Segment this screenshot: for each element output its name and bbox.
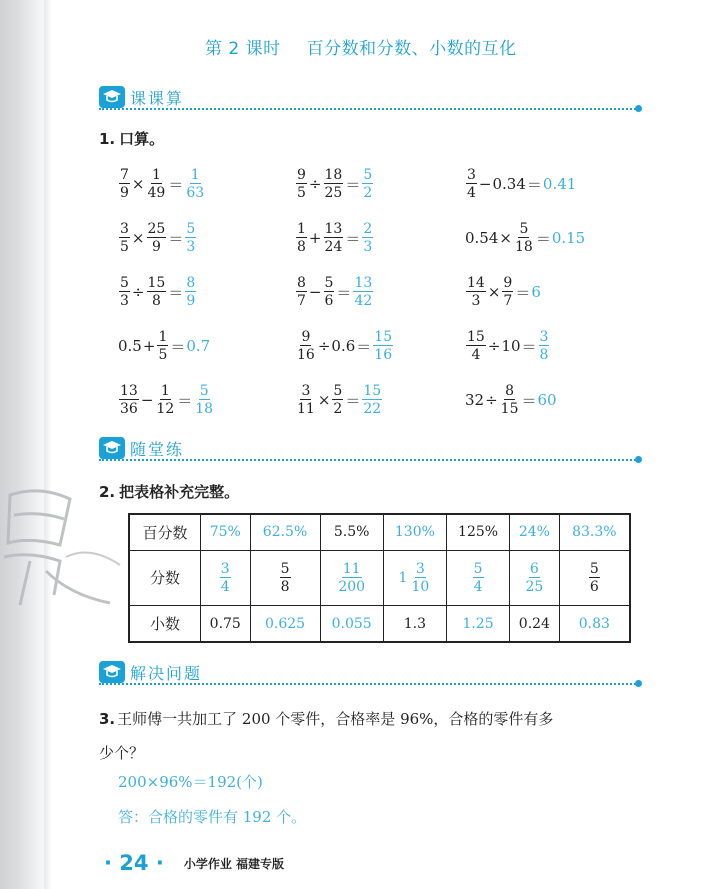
answer-value bbox=[353, 276, 373, 308]
denominator: 8 bbox=[280, 579, 290, 596]
calc-problem bbox=[295, 270, 374, 314]
solution-answer: 答：合格的零件有 192 个。 bbox=[118, 808, 307, 826]
numerator: 5 bbox=[333, 383, 343, 399]
denominator: 36 bbox=[120, 401, 138, 417]
operand-b bbox=[324, 222, 344, 254]
denominator: 49 bbox=[147, 185, 166, 201]
operand-b: 0.6 bbox=[331, 337, 356, 355]
answer-value: 60 bbox=[537, 391, 557, 409]
table-cell bbox=[559, 550, 630, 605]
answer-value bbox=[373, 330, 393, 362]
calc-problem bbox=[465, 270, 541, 314]
rule-end-dot bbox=[635, 105, 642, 112]
numerator: 1 bbox=[160, 383, 170, 399]
operator: + bbox=[308, 229, 322, 247]
denominator: 2 bbox=[333, 401, 343, 417]
numerator: 5 bbox=[473, 561, 483, 578]
answer bbox=[361, 168, 374, 200]
rule-end-dot bbox=[635, 680, 642, 687]
fraction bbox=[280, 562, 291, 594]
calc-problem bbox=[465, 378, 557, 422]
denominator: 10 bbox=[411, 578, 430, 595]
answer-value bbox=[185, 276, 196, 308]
denominator: 5 bbox=[120, 239, 129, 255]
numerator: 5 bbox=[363, 167, 373, 183]
equals-sign: ＝ bbox=[356, 337, 372, 356]
operand-b bbox=[500, 384, 520, 416]
answer bbox=[531, 283, 541, 301]
denominator: 22 bbox=[363, 401, 382, 417]
section-header-kekesuan bbox=[99, 86, 642, 110]
answer bbox=[361, 222, 374, 254]
calc-problem bbox=[295, 378, 383, 422]
numerator: 15 bbox=[374, 329, 393, 345]
numerator: 7 bbox=[120, 167, 129, 183]
answer bbox=[538, 330, 551, 362]
answer-value bbox=[185, 168, 205, 200]
page-number: · 24 · bbox=[104, 851, 164, 875]
table-cell: 0.83 bbox=[559, 606, 630, 642]
operand-b: 10 bbox=[501, 337, 521, 355]
operand-a bbox=[296, 168, 307, 200]
denominator: 7 bbox=[297, 293, 306, 309]
equals-sign: ＝ bbox=[168, 283, 184, 302]
answer bbox=[538, 391, 557, 409]
table-cell: 1.25 bbox=[446, 606, 509, 642]
conversion-table bbox=[128, 513, 631, 643]
answer-value bbox=[362, 222, 373, 254]
denominator: 8 bbox=[539, 347, 549, 363]
page-footer bbox=[104, 851, 284, 875]
numerator: 15 bbox=[363, 383, 382, 399]
numerator: 13 bbox=[120, 383, 138, 399]
operator: × bbox=[131, 175, 145, 193]
operator: ÷ bbox=[308, 175, 322, 193]
numerator: 9 bbox=[301, 329, 311, 345]
equals-sign: ＝ bbox=[535, 229, 551, 248]
table-cell: 24% bbox=[510, 514, 560, 550]
operand-a: 32 bbox=[465, 391, 485, 409]
answer bbox=[352, 276, 374, 308]
operand-b bbox=[324, 168, 344, 200]
operator: × bbox=[499, 229, 512, 247]
calc-problem bbox=[295, 216, 374, 260]
calc-problem bbox=[118, 216, 197, 260]
numerator: 18 bbox=[324, 167, 343, 183]
numerator: 8 bbox=[186, 275, 196, 291]
operator: − bbox=[140, 391, 154, 409]
numerator: 11 bbox=[342, 561, 361, 578]
calc-problem bbox=[465, 162, 576, 206]
numerator: 15 bbox=[147, 275, 166, 291]
section-label: 随堂练 bbox=[130, 440, 185, 459]
question-number: 2. bbox=[99, 483, 116, 501]
question-number: 1. bbox=[99, 130, 116, 148]
table-cell bbox=[510, 550, 560, 605]
section-label: 解决问题 bbox=[130, 664, 203, 683]
graduation-cap-icon bbox=[99, 661, 125, 683]
section-label: 课课算 bbox=[130, 89, 185, 108]
operand-b: 0.34 bbox=[492, 175, 526, 193]
table-cell: 83.3% bbox=[559, 514, 630, 550]
numerator: 5 bbox=[324, 275, 334, 291]
operator: − bbox=[478, 175, 492, 193]
section-header-suitanglian bbox=[99, 437, 642, 461]
graduation-cap-icon bbox=[99, 437, 125, 459]
table-row-percent bbox=[129, 514, 630, 550]
book-title: 小学作业 福建专版 bbox=[183, 856, 284, 871]
operand-b bbox=[324, 276, 335, 308]
answer bbox=[193, 384, 215, 416]
fraction bbox=[473, 562, 484, 594]
answer-value bbox=[539, 330, 550, 362]
denominator: 5 bbox=[297, 185, 306, 201]
numerator: 1 bbox=[190, 167, 200, 183]
denominator: 7 bbox=[503, 293, 513, 309]
fraction-value bbox=[279, 562, 292, 594]
table-cell: 0.625 bbox=[250, 606, 320, 642]
calc-problem bbox=[118, 378, 215, 422]
denominator: 12 bbox=[156, 401, 175, 417]
operand-a bbox=[119, 384, 139, 416]
table-cell: 1.3 bbox=[383, 606, 446, 642]
answer-value: 0.15 bbox=[551, 229, 586, 247]
numerator: 13 bbox=[324, 221, 343, 237]
operand-b bbox=[155, 384, 175, 416]
numerator: 5 bbox=[519, 221, 529, 237]
operand-a bbox=[466, 276, 486, 308]
dotted-rule bbox=[99, 459, 636, 461]
dotted-rule bbox=[99, 683, 636, 685]
table-cell: 5.5% bbox=[320, 514, 383, 550]
operator: + bbox=[142, 337, 156, 355]
operand-b bbox=[147, 222, 167, 254]
equals-sign: ＝ bbox=[521, 337, 537, 356]
numerator: 9 bbox=[297, 167, 306, 183]
denominator: 8 bbox=[297, 239, 306, 255]
numerator: 3 bbox=[120, 221, 129, 237]
denominator: 25 bbox=[324, 185, 343, 201]
answer bbox=[186, 337, 210, 355]
numerator: 2 bbox=[363, 221, 373, 237]
operator: ÷ bbox=[317, 337, 331, 355]
numerator: 5 bbox=[589, 561, 599, 578]
question-text: 口算。 bbox=[119, 130, 165, 148]
operator: ÷ bbox=[485, 391, 498, 409]
denominator: 24 bbox=[324, 239, 343, 255]
fraction-value bbox=[523, 562, 545, 594]
fraction bbox=[410, 562, 430, 594]
whole-part: 1 bbox=[398, 569, 408, 586]
fraction-value bbox=[336, 562, 367, 594]
graduation-cap-icon bbox=[99, 86, 125, 108]
numerator: 8 bbox=[505, 383, 515, 399]
denominator: 8 bbox=[151, 293, 161, 309]
question-2 bbox=[99, 481, 239, 502]
calc-problem bbox=[118, 162, 206, 206]
operator: × bbox=[131, 229, 145, 247]
table-cell: 75% bbox=[201, 514, 251, 550]
equals-sign: ＝ bbox=[521, 391, 537, 410]
fraction-value bbox=[219, 562, 232, 594]
answer bbox=[184, 276, 197, 308]
equals-sign: ＝ bbox=[168, 229, 184, 248]
question-1 bbox=[99, 128, 164, 149]
lesson-number: 第 2 课时 bbox=[205, 39, 281, 59]
table-cell bbox=[250, 550, 320, 605]
numerator: 5 bbox=[186, 221, 196, 237]
answer-value: 0.7 bbox=[186, 337, 211, 355]
table-cell: 125% bbox=[446, 514, 509, 550]
solution-work: 200×96%＝192(个) bbox=[118, 773, 263, 791]
numerator: 6 bbox=[529, 561, 539, 578]
numerator: 3 bbox=[301, 383, 311, 399]
table-cell: 0.24 bbox=[510, 606, 560, 642]
numerator: 14 bbox=[467, 275, 485, 291]
operand-a: 0.54 bbox=[465, 229, 499, 247]
operand-a bbox=[119, 168, 130, 200]
operand-a bbox=[466, 330, 486, 362]
operand-a bbox=[296, 330, 316, 362]
answer bbox=[184, 222, 197, 254]
page-gutter-shadow bbox=[0, 0, 44, 889]
table-cell: 130% bbox=[383, 514, 446, 550]
rule-end-dot bbox=[635, 456, 642, 463]
numerator: 9 bbox=[503, 275, 513, 291]
fraction-value bbox=[588, 562, 601, 594]
calc-problem bbox=[465, 216, 585, 260]
equals-sign: ＝ bbox=[526, 175, 542, 194]
lesson-topic: 百分数和分数、小数的互化 bbox=[306, 39, 517, 59]
numerator: 1 bbox=[297, 221, 306, 237]
denominator: 3 bbox=[120, 293, 129, 309]
fraction bbox=[337, 562, 366, 594]
operand-a bbox=[119, 222, 130, 254]
table-cell bbox=[383, 550, 446, 605]
operand-a bbox=[296, 222, 307, 254]
table-row-decimal bbox=[129, 606, 630, 642]
answer bbox=[543, 175, 576, 193]
equals-sign: ＝ bbox=[168, 175, 184, 194]
operand-b bbox=[147, 276, 167, 308]
numerator: 3 bbox=[539, 329, 549, 345]
denominator: 42 bbox=[354, 293, 373, 309]
dotted-rule bbox=[99, 108, 636, 110]
denominator: 6 bbox=[589, 579, 599, 596]
fraction bbox=[220, 562, 231, 594]
section-header-jiejuewenti bbox=[99, 661, 642, 685]
denominator: 63 bbox=[186, 185, 205, 201]
denominator: 200 bbox=[338, 579, 366, 596]
answer bbox=[184, 168, 206, 200]
equals-sign: ＝ bbox=[345, 391, 361, 410]
table-cell: 62.5% bbox=[250, 514, 320, 550]
denominator: 4 bbox=[467, 185, 476, 201]
numerator: 1 bbox=[151, 167, 161, 183]
row-header: 分数 bbox=[129, 550, 201, 605]
denominator: 5 bbox=[158, 347, 168, 363]
denominator: 6 bbox=[324, 293, 334, 309]
operand-a bbox=[119, 276, 130, 308]
numerator: 5 bbox=[199, 383, 209, 399]
calc-problem bbox=[295, 324, 394, 368]
table-cell bbox=[446, 550, 509, 605]
lesson-title bbox=[205, 34, 517, 59]
operator: × bbox=[487, 283, 501, 301]
equals-sign: ＝ bbox=[345, 229, 361, 248]
table-row-fraction bbox=[129, 550, 630, 605]
denominator: 11 bbox=[297, 401, 315, 417]
operator: × bbox=[317, 391, 331, 409]
denominator: 3 bbox=[186, 239, 196, 255]
calc-problem bbox=[118, 324, 210, 368]
equals-sign: ＝ bbox=[336, 283, 352, 302]
answer bbox=[372, 330, 394, 362]
numerator: 5 bbox=[280, 561, 290, 578]
numerator: 5 bbox=[120, 275, 129, 291]
operand-b bbox=[514, 222, 534, 254]
denominator: 18 bbox=[514, 239, 533, 255]
denominator: 4 bbox=[471, 347, 481, 363]
page-gutter-edge bbox=[44, 0, 52, 889]
operand-a: 0.5 bbox=[118, 337, 142, 355]
denominator: 4 bbox=[220, 579, 230, 596]
operand-b bbox=[157, 330, 168, 362]
numerator: 8 bbox=[297, 275, 306, 291]
denominator: 16 bbox=[374, 347, 393, 363]
calc-problem bbox=[295, 162, 374, 206]
denominator: 15 bbox=[500, 401, 519, 417]
numerator: 3 bbox=[220, 561, 230, 578]
operand-b bbox=[332, 384, 343, 416]
operand-a bbox=[296, 276, 307, 308]
table-cell: 0.055 bbox=[320, 606, 383, 642]
numerator: 25 bbox=[147, 221, 166, 237]
denominator: 3 bbox=[363, 239, 373, 255]
numerator: 1 bbox=[158, 329, 168, 345]
denominator: 9 bbox=[151, 239, 161, 255]
equals-sign: ＝ bbox=[170, 337, 186, 356]
operand-a bbox=[466, 168, 477, 200]
operator: ÷ bbox=[131, 283, 145, 301]
row-header: 百分数 bbox=[129, 514, 201, 550]
denominator: 18 bbox=[195, 401, 214, 417]
fraction bbox=[524, 562, 544, 594]
numerator: 3 bbox=[415, 560, 425, 577]
answer-value bbox=[362, 168, 373, 200]
operator: ÷ bbox=[487, 337, 501, 355]
table-cell: 0.75 bbox=[201, 606, 251, 642]
equals-sign: ＝ bbox=[177, 391, 193, 410]
table-cell bbox=[201, 550, 251, 605]
fraction-value bbox=[472, 562, 485, 594]
denominator: 25 bbox=[525, 579, 544, 596]
denominator: 9 bbox=[186, 293, 196, 309]
operator: − bbox=[308, 283, 322, 301]
answer bbox=[361, 384, 383, 416]
denominator: 4 bbox=[473, 579, 483, 596]
fraction-value bbox=[399, 562, 432, 594]
operand-b bbox=[502, 276, 513, 308]
answer-value: 6 bbox=[531, 283, 541, 301]
table-cell bbox=[320, 550, 383, 605]
operand-b bbox=[147, 168, 167, 200]
operand-a bbox=[296, 384, 316, 416]
calc-problem bbox=[118, 270, 197, 314]
calc-problem bbox=[465, 324, 550, 368]
numerator: 3 bbox=[467, 167, 476, 183]
equals-sign: ＝ bbox=[515, 283, 531, 302]
question-3 bbox=[99, 702, 659, 770]
denominator: 9 bbox=[120, 185, 129, 201]
numerator: 13 bbox=[354, 275, 373, 291]
question-text-line1: 王师傅一共加工了 200 个零件，合格率是 96%，合格的零件有多 bbox=[117, 710, 554, 728]
answer-value bbox=[362, 384, 382, 416]
fraction bbox=[589, 562, 600, 594]
denominator: 16 bbox=[297, 347, 315, 363]
numerator: 15 bbox=[467, 329, 485, 345]
row-header: 小数 bbox=[129, 606, 201, 642]
equals-sign: ＝ bbox=[345, 175, 361, 194]
question-text: 把表格补充完整。 bbox=[119, 483, 240, 501]
answer-value: 0.41 bbox=[542, 175, 577, 193]
answer-value bbox=[185, 222, 196, 254]
question-text-line2: 少个？ bbox=[99, 744, 145, 762]
denominator: 2 bbox=[363, 185, 373, 201]
answer bbox=[552, 229, 585, 247]
denominator: 3 bbox=[471, 293, 481, 309]
answer-value bbox=[194, 384, 214, 416]
question-number: 3. bbox=[99, 710, 116, 728]
